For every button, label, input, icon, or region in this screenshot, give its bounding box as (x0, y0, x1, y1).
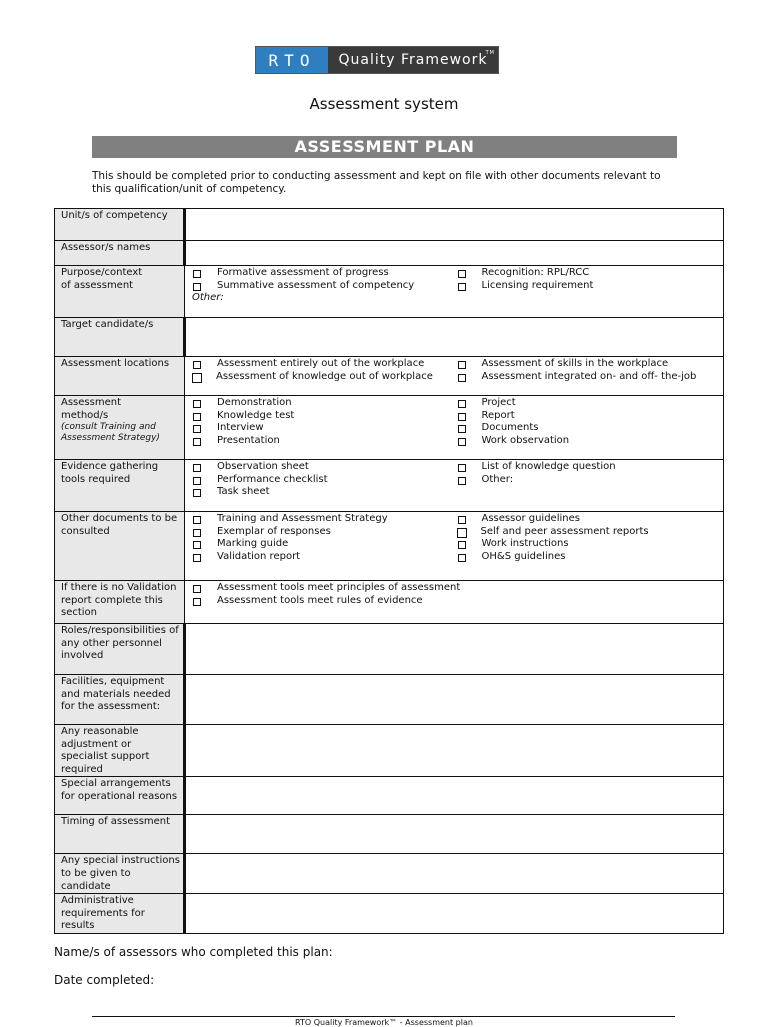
row-special (55, 777, 724, 815)
validation-label: If there is no Validation report complete this section (55, 581, 185, 624)
instructions-field[interactable] (185, 854, 724, 894)
row-locations (55, 357, 724, 396)
admin-field[interactable] (185, 894, 724, 934)
option-knowledge-question[interactable]: List of knowledge question (456, 461, 721, 474)
option-report[interactable]: Report (456, 410, 721, 423)
logo-brand (328, 47, 498, 73)
purpose-other: Other: (192, 292, 224, 304)
assessment-plan-table (54, 208, 724, 934)
logo-brand-text: Quality Framework (338, 52, 488, 68)
option-ohs-guidelines[interactable]: OH&S guidelines (456, 551, 721, 564)
option-validation-report[interactable]: Validation report (191, 551, 456, 564)
row-facilities (55, 675, 724, 725)
intro-text: This should be completed prior to conducting assessment and kept on file with other documents relevant to this qualification/unit of competency. (92, 170, 661, 195)
checkbox[interactable] (193, 477, 201, 485)
option-rules-of-evidence[interactable]: Assessment tools meet rules of evidence (191, 595, 720, 608)
option-self-peer-reports[interactable]: Self and peer assessment reports (456, 526, 721, 539)
checkbox[interactable] (457, 528, 467, 538)
row-instructions (55, 854, 724, 894)
locations-options (185, 357, 724, 396)
timing-label: Timing of assessment (55, 815, 185, 854)
option-demonstration[interactable]: Demonstration (191, 397, 456, 410)
checkbox[interactable] (458, 477, 466, 485)
checkbox[interactable] (193, 541, 201, 549)
rto-logo (255, 46, 499, 74)
admin-label: Administrative requirements for results (55, 894, 185, 934)
methods-label-line1: Assessment (61, 397, 121, 408)
row-units (55, 209, 724, 241)
option-project[interactable]: Project (456, 397, 721, 410)
checkbox[interactable] (193, 598, 201, 606)
checkbox[interactable] (193, 400, 201, 408)
option-recognition[interactable]: Recognition: RPL/RCC (456, 267, 721, 280)
logo-tm: TM (485, 50, 495, 56)
units-field[interactable] (185, 209, 724, 241)
roles-field[interactable] (185, 624, 724, 675)
option-marking-guide[interactable]: Marking guide (191, 538, 456, 551)
checkbox[interactable] (458, 554, 466, 562)
target-field[interactable] (185, 318, 724, 357)
purpose-options (185, 266, 724, 318)
option-exemplar[interactable]: Exemplar of responses (191, 526, 456, 539)
row-adjustment (55, 725, 724, 777)
validation-options (185, 581, 724, 624)
option-interview[interactable]: Interview (191, 422, 456, 435)
other-docs-label: Other documents to be consulted (55, 512, 185, 581)
option-work-observation[interactable]: Work observation (456, 435, 721, 448)
option-skills-in-workplace[interactable]: Assessment of skills in the workplace (456, 358, 721, 371)
page-footer: RTO Quality Framework™ - Assessment plan (295, 1018, 473, 1027)
special-label: Special arrangements for operational reasons (55, 777, 185, 815)
option-assessor-guidelines[interactable]: Assessor guidelines (456, 513, 721, 526)
option-knowledge-out-of-workplace[interactable]: Assessment of knowledge out of workplace (191, 371, 456, 384)
option-tools-other[interactable]: Other: (456, 474, 721, 487)
checkbox[interactable] (458, 374, 466, 382)
checkbox[interactable] (193, 516, 201, 524)
checkbox[interactable] (458, 464, 466, 472)
row-admin (55, 894, 724, 934)
option-task-sheet[interactable]: Task sheet (191, 486, 456, 499)
methods-note: (consult Training and Assessment Strategy) (61, 422, 160, 444)
option-out-of-workplace[interactable]: Assessment entirely out of the workplace (191, 358, 456, 371)
methods-label (55, 396, 185, 460)
date-completed-line: Date completed: (54, 973, 155, 987)
tools-label: Evidence gathering tools required (55, 460, 185, 512)
target-label: Target candidate/s (55, 318, 185, 357)
checkbox[interactable] (193, 585, 201, 593)
checkbox[interactable] (193, 270, 201, 278)
checkbox[interactable] (458, 413, 466, 421)
option-summative[interactable]: Summative assessment of competency (191, 280, 456, 293)
option-formative[interactable]: Formative assessment of progress (191, 267, 456, 280)
purpose-label-line2: of assessment (61, 279, 134, 291)
checkbox[interactable] (193, 425, 201, 433)
checkbox[interactable] (458, 361, 466, 369)
assessors-field[interactable] (185, 241, 724, 266)
checkbox[interactable] (193, 283, 201, 291)
instructions-label: Any special instructions to be given to candidate (55, 854, 185, 894)
checkbox[interactable] (193, 413, 201, 421)
option-performance-checklist[interactable]: Performance checklist (191, 474, 456, 487)
roles-label: Roles/responsibilities of any other personnel involved (55, 624, 185, 675)
row-methods (55, 396, 724, 460)
option-work-instructions[interactable]: Work instructions (456, 538, 721, 551)
option-knowledge-test[interactable]: Knowledge test (191, 410, 456, 423)
units-label: Unit/s of competency (55, 209, 185, 241)
assessors-label: Assessor/s names (55, 241, 185, 266)
checkbox[interactable] (193, 464, 201, 472)
checkbox[interactable] (458, 425, 466, 433)
assessment-plan-banner: ASSESSMENT PLAN (92, 136, 677, 158)
option-tas[interactable]: Training and Assessment Strategy (191, 513, 456, 526)
locations-label: Assessment locations (55, 357, 185, 396)
checkbox[interactable] (193, 438, 201, 446)
option-principles[interactable]: Assessment tools meet principles of assessment (191, 582, 720, 595)
option-presentation[interactable]: Presentation (191, 435, 456, 448)
checkbox[interactable] (458, 283, 466, 291)
checkbox[interactable] (458, 438, 466, 446)
checkbox[interactable] (193, 554, 201, 562)
assessors-completed-line: Name/s of assessors who completed this plan: (54, 945, 333, 959)
row-purpose (55, 266, 724, 318)
row-assessors (55, 241, 724, 266)
document-title: Assessment system (309, 95, 459, 113)
option-documents[interactable]: Documents (456, 422, 721, 435)
footer-rule (92, 1016, 675, 1017)
row-roles (55, 624, 724, 675)
methods-options (185, 396, 724, 460)
tools-options (185, 460, 724, 512)
row-other-docs (55, 512, 724, 581)
adjustment-field[interactable] (185, 725, 724, 777)
logo-rto-mark: RTO (256, 47, 328, 73)
checkbox[interactable] (458, 541, 466, 549)
option-observation-sheet[interactable]: Observation sheet (191, 461, 456, 474)
checkbox[interactable] (193, 361, 201, 369)
facilities-label: Facilities, equipment and materials needed for the assessment: (55, 675, 185, 725)
checkbox[interactable] (458, 400, 466, 408)
row-validation (55, 581, 724, 624)
purpose-label-line1: Purpose/context (61, 267, 143, 278)
timing-field[interactable] (185, 815, 724, 854)
methods-label-line2: method/s (61, 409, 109, 421)
purpose-label (55, 266, 185, 318)
row-tools (55, 460, 724, 512)
checkbox[interactable] (458, 270, 466, 278)
special-field[interactable] (185, 777, 724, 815)
checkbox[interactable] (192, 373, 202, 383)
option-licensing[interactable]: Licensing requirement (456, 280, 721, 293)
adjustment-label: Any reasonable adjustment or specialist support required (55, 725, 185, 777)
row-timing (55, 815, 724, 854)
other-docs-options (185, 512, 724, 581)
checkbox[interactable] (193, 489, 201, 497)
row-target (55, 318, 724, 357)
facilities-field[interactable] (185, 675, 724, 725)
option-integrated[interactable]: Assessment integrated on- and off- the-job (456, 371, 721, 384)
checkbox[interactable] (193, 529, 201, 537)
checkbox[interactable] (458, 516, 466, 524)
